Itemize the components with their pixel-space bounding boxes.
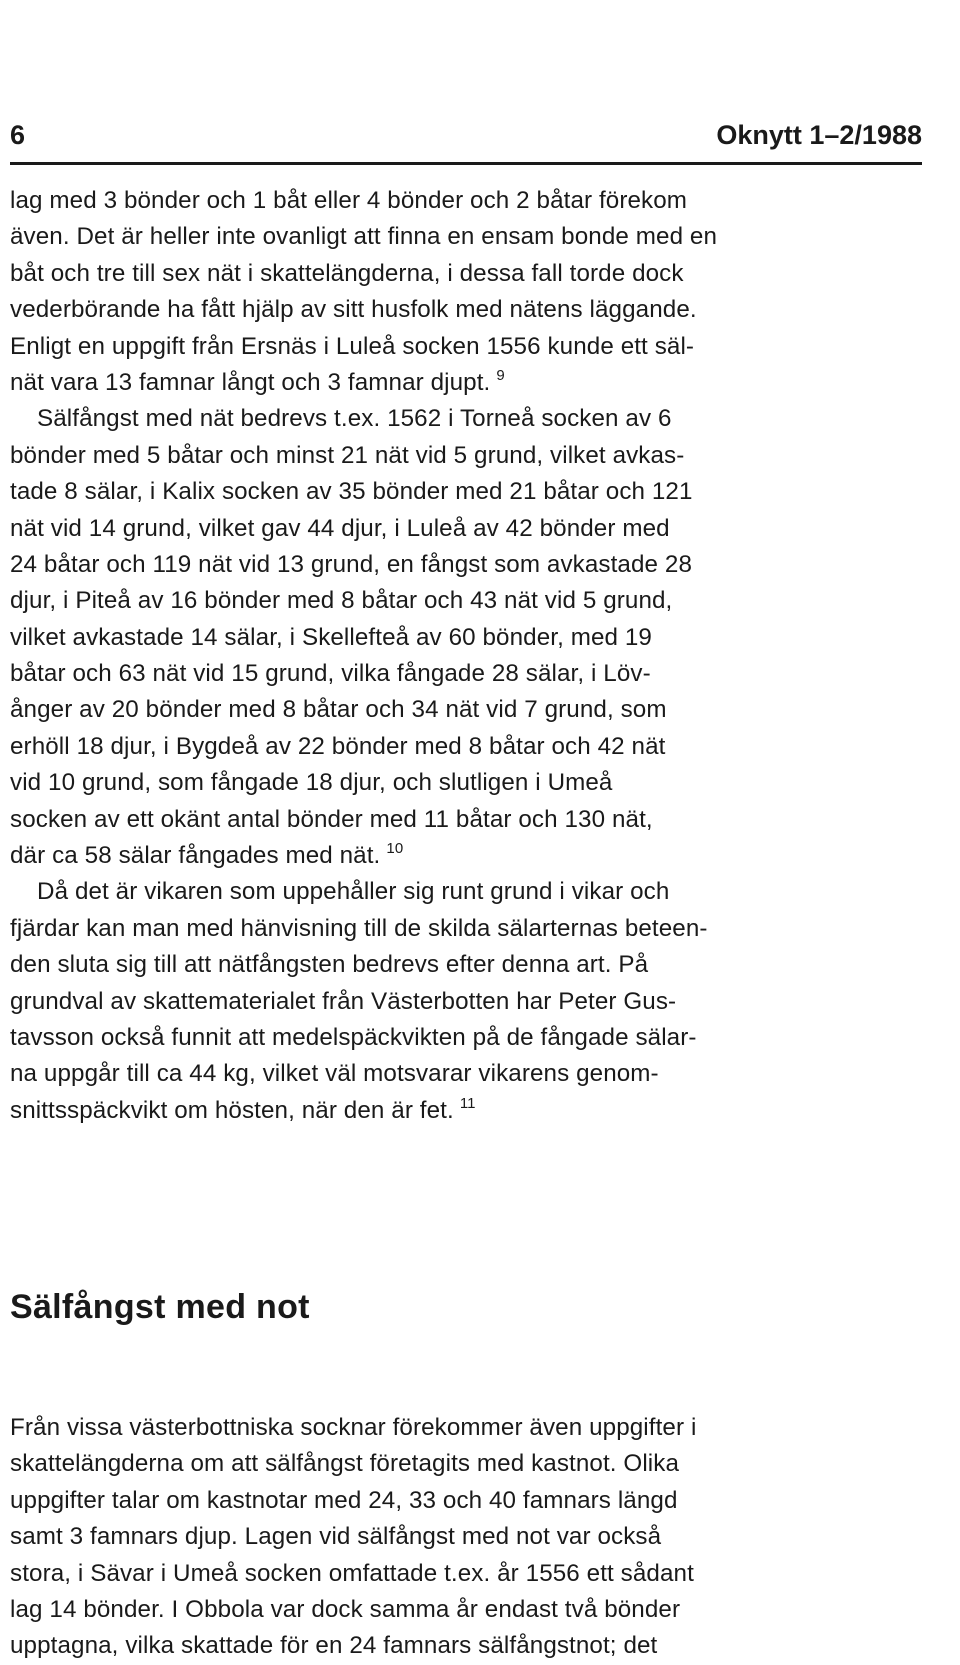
section-heading: Sälfångst med not: [10, 1288, 310, 1326]
text-line: fjärdar kan man med hänvisning till de skilda sälarternas beteen-: [10, 914, 708, 942]
text-line: skattelängderna om att sälfångst företagits med kastnot. Olika: [10, 1450, 680, 1478]
text-line: tade 8 sälar, i Kalix socken av 35 bönder med 21 båtar och 121: [10, 478, 693, 506]
text-line: även. Det är heller inte ovanligt att finna en ensam bonde med en: [10, 223, 718, 251]
text-line: Sälfångst med nät bedrevs t.ex. 1562 i Torneå socken av 6: [37, 405, 672, 433]
text-line: bönder med 5 båtar och minst 21 nät vid 5 grund, vilket avkas-: [10, 441, 685, 469]
text-line-with-footnote: [10, 365, 922, 401]
header-divider: [10, 162, 922, 165]
text-line: snittsspäckvikt om hösten, när den är fet.: [10, 1096, 454, 1124]
text-line: stora, i Sävar i Umeå socken omfattade t.ex. år 1556 ett sådant: [10, 1559, 694, 1587]
text-line: erhöll 18 djur, i Bygdeå av 22 bönder med 8 båtar och 42 nät: [10, 732, 666, 760]
text-line: vederbörande ha fått hjälp av sitt husfolk med nätens läggande.: [10, 296, 697, 324]
text-line: den sluta sig till att nätfångsten bedrevs efter denna art. På: [10, 951, 649, 979]
text-line: där ca 58 sälar fångades med nät.: [10, 842, 381, 870]
page-header: [10, 120, 922, 160]
text-line: vilket avkastade 14 sälar, i Skellefteå av 60 bönder, med 19: [10, 623, 652, 651]
text-line-with-footnote: [10, 838, 922, 874]
footnote-ref-9: 9: [496, 366, 505, 384]
text-line: båtar och 63 nät vid 15 grund, vilka fångade 28 sälar, i Löv-: [10, 660, 651, 688]
document-page: [10, 0, 922, 1662]
text-line: samt 3 famnars djup. Lagen vid sälfångst med not var också: [10, 1523, 662, 1551]
text-line: Enligt en uppgift från Ersnäs i Luleå socken 1556 kunde ett säl-: [10, 332, 695, 360]
text-line: ånger av 20 bönder med 8 båtar och 34 nät vid 7 grund, som: [10, 696, 667, 724]
text-line: nät vid 14 grund, vilket gav 44 djur, i Luleå av 42 bönder med: [10, 514, 670, 542]
text-line: 24 båtar och 119 nät vid 13 grund, en fångst som avkastade 28: [10, 550, 693, 578]
text-line: djur, i Piteå av 16 bönder med 8 båtar och 43 nät vid 5 grund,: [10, 587, 673, 615]
journal-title: Oknytt 1–2/1988: [716, 120, 922, 150]
body-text: [10, 183, 922, 1129]
text-line: uppgifter talar om kastnotar med 24, 33 och 40 famnars längd: [10, 1486, 678, 1514]
text-line: upptagna, vilka skattade för en 24 famnars sälfångstnot; det: [10, 1632, 658, 1660]
text-line: lag 14 bönder. I Obbola var dock samma år endast två bönder: [10, 1595, 681, 1623]
section-body-text: [10, 1410, 922, 1665]
page-number: 6: [10, 120, 26, 150]
text-line-with-footnote: [10, 1093, 922, 1129]
text-line: grundval av skattematerialet från Västerbotten har Peter Gus-: [10, 987, 677, 1015]
text-line: vid 10 grund, som fångade 18 djur, och slutligen i Umeå: [10, 769, 613, 797]
text-line: socken av ett okänt antal bönder med 11 båtar och 130 nät,: [10, 805, 653, 833]
footnote-ref-10: 10: [386, 840, 404, 858]
text-line: nät vara 13 famnar långt och 3 famnar djupt.: [10, 368, 491, 396]
footnote-ref-11: 11: [459, 1094, 476, 1112]
text-line: Då det är vikaren som uppehåller sig runt grund i vikar och: [37, 878, 670, 906]
text-line: Från vissa västerbottniska socknar förekommer även uppgifter i: [10, 1414, 697, 1441]
text-line: tavsson också funnit att medelspäckvikten på de fångade sälar-: [10, 1023, 697, 1051]
text-line: na uppgår till ca 44 kg, vilket väl motsvarar vikarens genom-: [10, 1060, 659, 1088]
text-line: båt och tre till sex nät i skattelängderna, i dessa fall torde dock: [10, 259, 684, 287]
text-line: lag med 3 bönder och 1 båt eller 4 bönder och 2 båtar förekom: [10, 187, 688, 214]
